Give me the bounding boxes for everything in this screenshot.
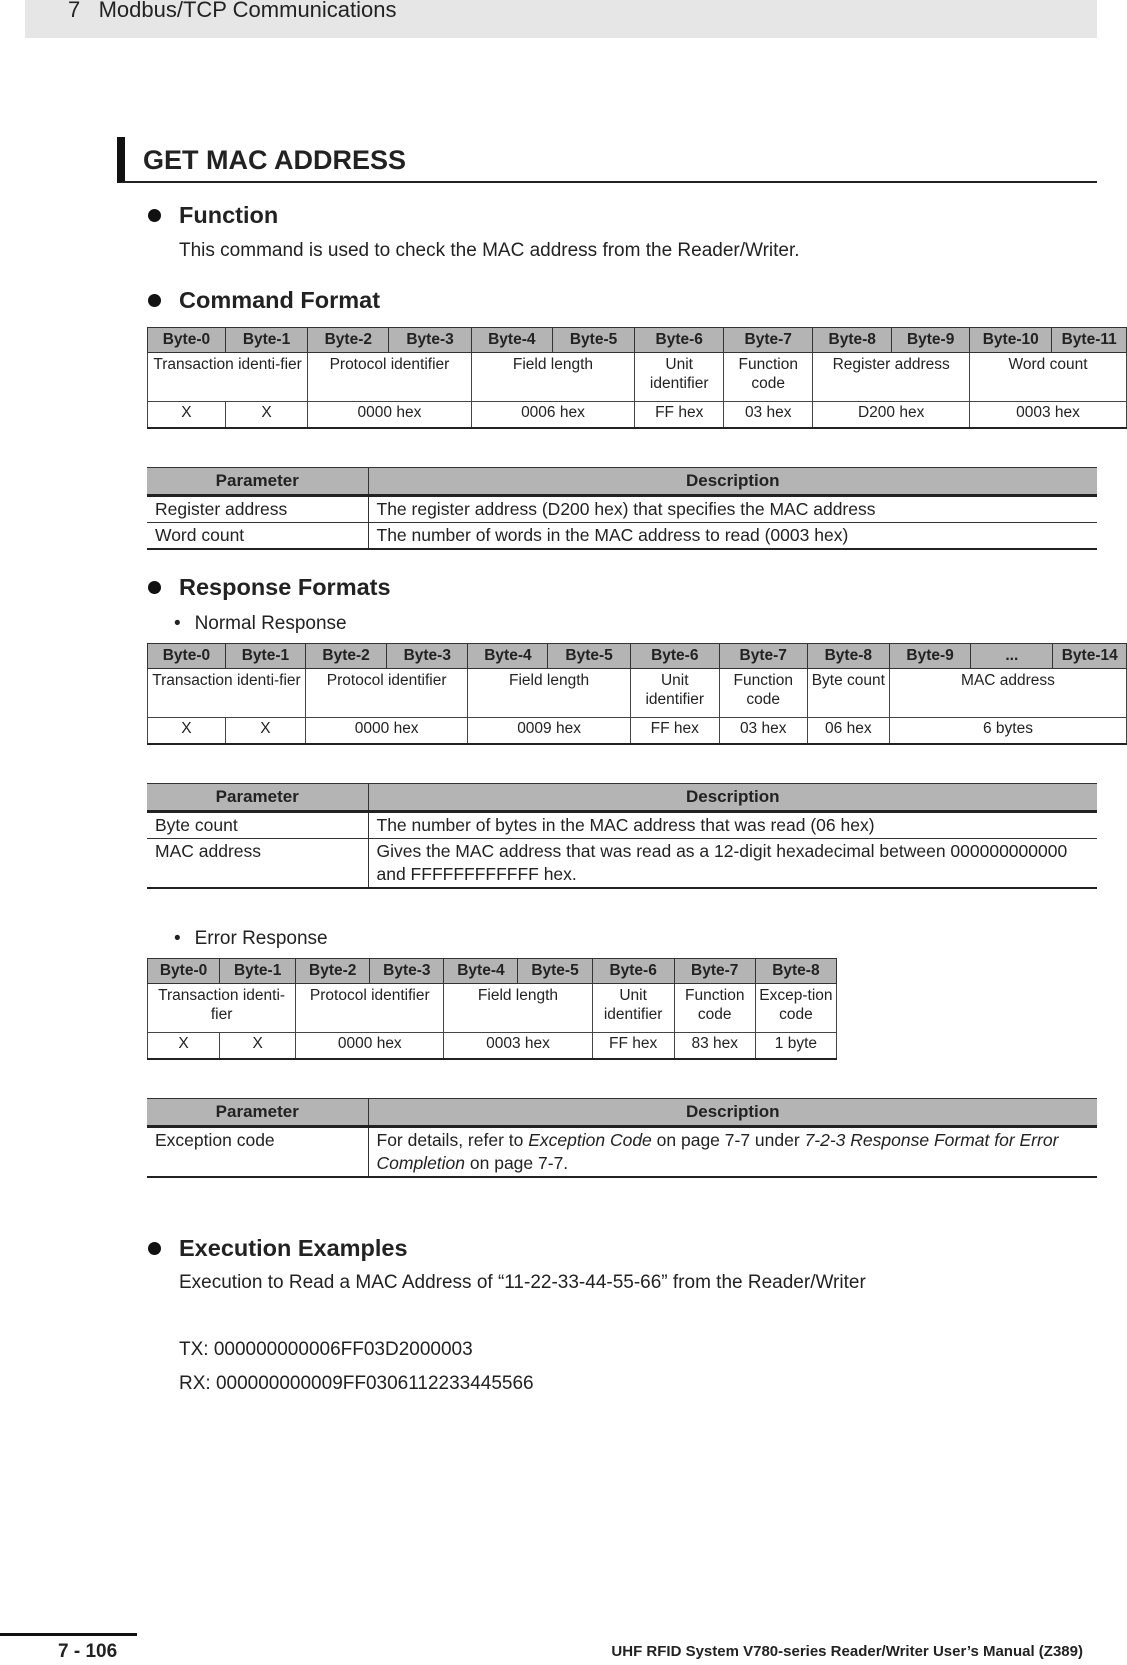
field-transaction: Transaction identi-fier (148, 669, 306, 718)
normal-response-byte-table (147, 643, 1127, 745)
command-param-table (147, 467, 1097, 550)
section-title: GET MAC ADDRESS (117, 137, 1097, 183)
byte-header: Byte-3 (389, 328, 471, 353)
desc-header: Description (368, 784, 1097, 812)
byte-header: Byte-2 (308, 328, 389, 353)
param-header: Parameter (147, 468, 368, 496)
function-text: This command is used to check the MAC address from the Reader/Writer. (179, 240, 800, 261)
param-desc: Gives the MAC address that was read as a 12-digit hexadecimal between 000000000000 and FFFFFFFFFFFF hex. (368, 839, 1097, 889)
footer-rule (0, 1633, 137, 1636)
field-value-row (148, 402, 1127, 429)
byte-header: Byte-4 (468, 644, 548, 669)
field-value-row (148, 1033, 837, 1060)
field-register: Register address (813, 353, 970, 402)
byte-header: Byte-5 (552, 328, 634, 353)
value-byte1: X (225, 402, 307, 429)
byte-header: Byte-9 (892, 328, 970, 353)
normal-response-label: • Normal Response (174, 613, 347, 634)
value-field-length: 0003 hex (444, 1033, 592, 1060)
field-name-row (148, 353, 1127, 402)
param-name: Register address (147, 496, 368, 523)
param-desc: The register address (D200 hex) that specifies the MAC address (368, 496, 1097, 523)
field-unit: Unit identifier (592, 984, 674, 1033)
error-response-param-table (147, 1098, 1097, 1178)
rx-example: RX: 000000000009FF0306112233445566 (179, 1373, 534, 1394)
field-mac-address: MAC address (889, 669, 1126, 718)
value-exception: 1 byte (755, 1033, 836, 1060)
byte-header: Byte-14 (1053, 644, 1127, 669)
param-name: Exception code (147, 1127, 368, 1178)
execution-examples-heading: Execution Examples (117, 1233, 1097, 1263)
field-length: Field length (444, 984, 592, 1033)
byte-header: Byte-9 (889, 644, 970, 669)
param-header: Parameter (147, 784, 368, 812)
field-transaction: Transaction identi-fier (148, 984, 296, 1033)
value-byte1: X (220, 1033, 296, 1060)
value-byte0: X (148, 402, 226, 429)
param-desc: The number of words in the MAC address to read (0003 hex) (368, 523, 1097, 550)
response-formats-heading: Response Formats (117, 572, 1097, 602)
desc-header: Description (368, 1099, 1097, 1127)
field-exception: Excep-tion code (755, 984, 836, 1033)
value-protocol: 0000 hex (305, 718, 467, 745)
field-unit: Unit identifier (635, 353, 724, 402)
exception-code-reference: Exception Code (528, 1130, 652, 1150)
response-format-reference: 7-2-3 Response Format for Error Completion (376, 1130, 1059, 1173)
tx-example: TX: 000000000006FF03D2000003 (179, 1339, 473, 1360)
value-function: 03 hex (724, 402, 813, 429)
byte-header: Byte-1 (225, 328, 307, 353)
byte-header: Byte-3 (370, 959, 444, 984)
value-byte0: X (148, 1033, 220, 1060)
param-row (147, 523, 1097, 550)
param-name: Word count (147, 523, 368, 550)
field-length: Field length (468, 669, 630, 718)
desc-header: Description (368, 468, 1097, 496)
byte-header: Byte-6 (592, 959, 674, 984)
normal-response-param-table (147, 783, 1097, 889)
field-function: Function code (674, 984, 755, 1033)
execution-description: Execution to Read a MAC Address of “11-22-33-44-55-66” from the Reader/Writer (179, 1272, 866, 1293)
value-word-count: 0003 hex (970, 402, 1127, 429)
field-name-row (148, 984, 837, 1033)
param-desc: For details, refer to Exception Code on page 7-7 under 7-2-3 Response Format for Error Completion on page 7-7. (368, 1127, 1097, 1178)
value-field-length: 0009 hex (468, 718, 630, 745)
param-row (147, 839, 1097, 889)
param-name: MAC address (147, 839, 368, 889)
value-byte-count: 06 hex (807, 718, 889, 745)
value-unit: FF hex (630, 718, 719, 745)
byte-header: Byte-0 (148, 328, 226, 353)
bullet-dot-icon (148, 294, 161, 307)
field-protocol: Protocol identifier (308, 353, 472, 402)
byte-header-row (148, 328, 1127, 353)
param-name: Byte count (147, 812, 368, 839)
byte-header: Byte-1 (225, 644, 305, 669)
param-row (147, 812, 1097, 839)
function-heading: Function (117, 200, 1097, 230)
bullet-dot-icon (148, 1242, 161, 1255)
byte-header: Byte-0 (148, 959, 220, 984)
value-register: D200 hex (813, 402, 970, 429)
value-unit: FF hex (635, 402, 724, 429)
bullet-dot-icon (148, 209, 161, 222)
byte-header: Byte-7 (724, 328, 813, 353)
byte-header: Byte-6 (630, 644, 719, 669)
byte-header: Byte-5 (518, 959, 592, 984)
byte-header: Byte-11 (1052, 328, 1127, 353)
byte-header-row (148, 959, 837, 984)
value-mac-address: 6 bytes (889, 718, 1126, 745)
byte-header: Byte-4 (444, 959, 518, 984)
field-byte-count: Byte count (807, 669, 889, 718)
value-protocol: 0000 hex (296, 1033, 444, 1060)
byte-header: Byte-1 (220, 959, 296, 984)
value-function: 83 hex (674, 1033, 755, 1060)
field-name-row (148, 669, 1127, 718)
param-row (147, 1127, 1097, 1178)
value-function: 03 hex (719, 718, 807, 745)
field-function: Function code (719, 669, 807, 718)
command-byte-table (147, 327, 1127, 429)
byte-header: Byte-8 (813, 328, 892, 353)
field-function: Function code (724, 353, 813, 402)
byte-header-row (148, 644, 1127, 669)
byte-header: Byte-8 (807, 644, 889, 669)
page-number: 7 - 106 (58, 1641, 118, 1662)
byte-header: Byte-0 (148, 644, 226, 669)
field-value-row (148, 718, 1127, 745)
bullet-dot-icon (148, 581, 161, 594)
value-unit: FF hex (592, 1033, 674, 1060)
page-content (117, 137, 1118, 1398)
error-response-label: • Error Response (174, 928, 328, 949)
param-header: Parameter (147, 1099, 368, 1127)
field-protocol: Protocol identifier (305, 669, 467, 718)
command-format-heading: Command Format (117, 285, 1097, 315)
param-desc: The number of bytes in the MAC address that was read (06 hex) (368, 812, 1097, 839)
manual-title: UHF RFID System V780-series Reader/Writer User’s Manual (Z389) (611, 1643, 1083, 1660)
chapter-title: 7 Modbus/TCP Communications (68, 0, 397, 22)
byte-header: Byte-4 (471, 328, 552, 353)
field-unit: Unit identifier (630, 669, 719, 718)
byte-header: Byte-7 (674, 959, 755, 984)
byte-header: Byte-3 (387, 644, 468, 669)
byte-header: Byte-2 (305, 644, 386, 669)
error-response-byte-table (147, 958, 837, 1060)
byte-header: Byte-6 (635, 328, 724, 353)
field-protocol: Protocol identifier (296, 984, 444, 1033)
byte-header: Byte-2 (296, 959, 370, 984)
field-length: Field length (471, 353, 635, 402)
field-transaction: Transaction identi-fier (148, 353, 308, 402)
value-byte0: X (148, 718, 226, 745)
value-field-length: 0006 hex (471, 402, 635, 429)
value-protocol: 0000 hex (308, 402, 472, 429)
byte-header: Byte-5 (548, 644, 630, 669)
field-word-count: Word count (970, 353, 1127, 402)
byte-header: Byte-7 (719, 644, 807, 669)
value-byte1: X (225, 718, 305, 745)
byte-header: ... (971, 644, 1053, 669)
byte-header: Byte-8 (755, 959, 836, 984)
byte-header: Byte-10 (970, 328, 1052, 353)
param-row (147, 496, 1097, 523)
